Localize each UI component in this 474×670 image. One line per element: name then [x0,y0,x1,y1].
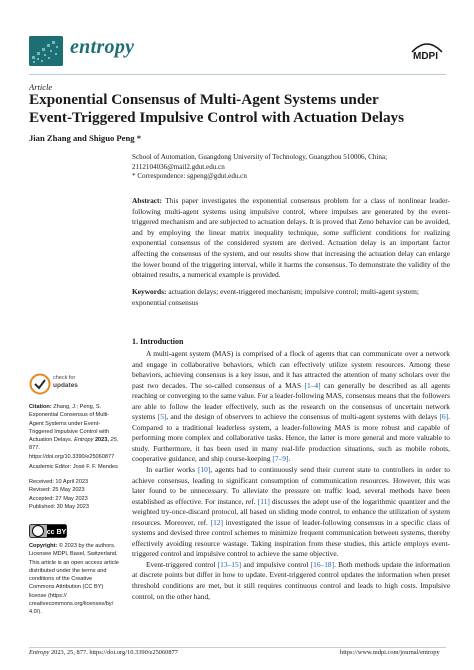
title-line-1: Exponential Consensus of Multi-Agent Systems under [29,91,379,108]
paragraph-1: A multi-agent system (MAS) is comprised of a flock of agents that can communicate over a network and engage in collaborative behaviors, which can effectively utilize system resources. Among these behaviors, achieving consensus is a key issue, and it has attracted the attention of many scholars over the past two decades. The so-called consensus of a MAS [1–4] can generally be described as all agents reaching or converging to the same value. For a leader-following MAS, consensus means that the followers are able to follow the leader effectively, such as the research on the consensus of uncertain network systems [5], and the design of observers to achieve the consensus of multi-agent systems with delays [6]. Compared to a traditional leaderless system, a leader-following MAS is more robust and capable of performing more complex and collaborative tasks. Hence, the latter is more general and more valuable to study. Furthermore, it has been used in many real-life production situations, such as mobile robots, cooperative guidance, and ship course-keeping [7–9]. [132,349,450,464]
citation-link[interactable]: [12] [210,517,223,527]
citation-link[interactable]: [7–9] [272,454,289,464]
abstract-text: This paper investigates the exponential consensus problem for a class of nonlinear leader-following multi-agent systems using impulsive control, where impulses are generated by the event-triggered mechanism and are subjected to actuation delays. It is proved that Zeno behavior can be avoided, and by employing the linear matrix inequality technique, some sufficient conditions for realizing exponential consensus of the considered system are derived. Actuation delay is an important factor affecting the consensus of the system, and our results show that increasing the actuation delay can enlarge the lower bound of the triggering interval, while it harms the consensus. To demonstrate the validity of the obtained results, a numerical example is provided. [132,196,450,280]
citation-block: Citation: Zhang, J.; Peng, S. Exponential Consensus of Multi-Agent Systems under Event-Triggered Impulsive Control with Actuation Delays. Entropy 2023, 25, 877. https://doi.org/10.3390/e25060877 [29,404,119,460]
keywords-text: actuation delays; event-triggered mechanism; impulsive control; multi-agent system; exponential consensus [132,287,419,307]
section-title: 1. Introduction [132,337,184,346]
paper-title [29,91,449,127]
copyright-block [29,542,119,617]
academic-editor: Academic Editor: José F. F. Mendes [29,464,118,470]
footer-journal-url[interactable]: https://www.mdpi.com/journal/entropy [340,649,440,656]
cc-label: cc BY [46,529,67,536]
footer-citation: Entropy 2023, 25, 877. https://doi.org/10.3390/e25060877 [29,649,178,656]
citation-link[interactable]: [13–15] [217,559,242,569]
copyright-label: Copyright: [29,543,58,549]
revised-date: Revised: 25 May 2023 [29,487,85,494]
cc-by-license-icon[interactable] [29,524,67,538]
affiliation-line-2[interactable]: 2112104036@mail2.gdut.edu.cn [132,162,225,171]
keywords [132,287,450,308]
affiliation [132,153,452,182]
copyright-text: © 2023 by the authors. Licensee MDPI, Basel, Switzerland. This article is an open access article distributed under the terms and conditions of the Creative Commons Attribution (CC BY) license (https:// creativecommons.org/licenses/by/ 4.0/). [29,543,119,616]
citation-link[interactable]: [11] [257,496,270,506]
footer-divider [29,647,446,648]
citation-link[interactable]: [5] [157,412,167,422]
abstract-label: Abstract: [132,196,162,205]
citation-link[interactable]: [1–4] [304,380,321,390]
accepted-date: Accepted: 27 May 2023 [29,495,88,502]
journal-name: entropy [70,36,135,58]
authors: Jian Zhang and Shiguo Peng * [29,133,141,143]
mdpi-logo-icon [408,38,446,62]
citation-link[interactable]: [10] [197,465,211,475]
journal-logo-icon [29,36,63,66]
citation-label: Citation: [29,404,52,410]
citation-link[interactable]: [6] [439,412,449,422]
paragraph-2: In earlier works [10], agents had to continuously send their current state to controllers in order to achieve consensus, leading to significant consumption of communication resources. However, this was later found to be unnecessary. To alleviate the pressure on traffic load, several methods have been established as effective. For instance, ref. [11] discusses the adept use of the logarithmic quantizer and the weighted try-once-discard protocol, all based on sliding mode control, to enhance the utilization of system resources. Moreover, ref. [12] investigated the issue of leader-following consensus in a specific class of systems and devised three control schemes to minimize frequent communication between systems, thereby effectively avoiding resource wastage. Taking inspiration from these studies, this article employs event-triggered control and impulsive control to achieve the same objective. [132,465,451,559]
affiliation-line-1: School of Automation, Guangdong University of Technology, Guangzhou 510006, China; [132,153,388,161]
title-line-2: Event-Triggered Impulsive Control with Actuation Delays [29,109,405,126]
article-type: Article [29,82,53,92]
keywords-label: Keywords: [132,287,167,296]
abstract [132,196,450,281]
citation-doi-link[interactable]: 877. https://doi.org/10.3390/e25060877 [29,445,115,460]
correspondence[interactable]: * Correspondence: sgpeng@gdut.edu.cn [132,172,247,180]
check-for-updates-icon[interactable] [29,373,51,395]
paragraph-3: Event-triggered control [13–15] and impulsive control [16–18]. Both methods update the information at discrete points but differ in how to update. Event-triggered control updates the information when preset threshold conditions are met, but it still requires continuous control and leads to high costs. Impulsive control, on the other hand, [132,559,450,601]
publisher-name: MDPI [413,51,438,62]
section-body [132,349,450,602]
header-divider [29,74,446,75]
published-date: Published: 30 May 2023 [29,503,90,510]
dates-block [29,478,119,511]
received-date: Received: 10 April 2023 [29,479,89,485]
citation-link[interactable]: [16–18] [310,559,335,569]
check-for-updates[interactable]: check for updates [53,375,78,389]
